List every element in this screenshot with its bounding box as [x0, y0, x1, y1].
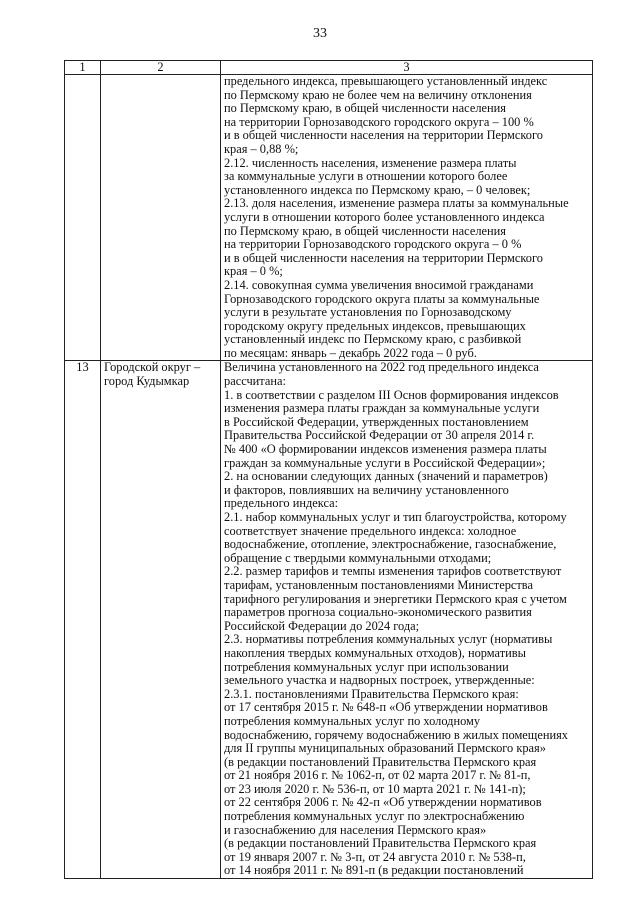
description-line: соответствует значение предельного индекса: холодное — [224, 524, 517, 538]
description-line: края – 0,88 %; — [224, 142, 299, 156]
description-line: 2.13. доля населения, изменение размера платы за коммунальные — [224, 197, 569, 211]
description-line: Величина установленного на 2022 год предельного индекса — [224, 361, 539, 375]
description-line: услуги в результате установления по Горнозаводскому — [224, 306, 512, 320]
description-line: от 22 сентября 2006 г. № 42-п «Об утверждении нормативов — [224, 796, 542, 810]
description-line: 2.2. размер тарифов и темпы изменения тарифов соответствуют — [224, 565, 562, 579]
municipality-name-cell — [101, 75, 221, 361]
description-line: и факторов, повлиявших на величину установленного — [224, 483, 509, 497]
table-row — [65, 361, 593, 879]
description-line: Горнозаводского городского округа платы за коммунальные — [224, 292, 540, 306]
description-line: тарифного регулирования и энергетики Пермского края с учетом — [224, 592, 567, 606]
description-line: 2.12. численность населения, изменение размера платы — [224, 156, 517, 170]
description-line: обращение с твердыми коммунальными отходами; — [224, 551, 492, 565]
description-line: накопления твердых коммунальных отходов), нормативы — [224, 646, 526, 660]
description-line: по месяцам: январь – декабрь 2022 года – 0 руб. — [224, 346, 477, 360]
description-line: за коммунальные услуги в отношении которого более — [224, 170, 508, 184]
description-line: и газоснабжению для населения Пермского края» — [224, 823, 487, 837]
municipality-name-cell — [101, 361, 221, 879]
description-line: от 19 января 2007 г. № 3-п, от 24 августа 2010 г. № 538-п, — [224, 850, 526, 864]
description-line: и в общей численности населения на территории Пермского — [224, 251, 543, 265]
description-line: края – 0 %; — [224, 265, 283, 279]
description-line: и в общей численности населения на территории Пермского — [224, 129, 543, 143]
description-line: потребления коммунальных услуг по электроснабжению — [224, 810, 525, 824]
description-line: на территории Горнозаводского городского округа – 100 % — [224, 115, 534, 129]
description-line: рассчитана: — [224, 375, 286, 389]
column-header-3: 3 — [221, 61, 593, 75]
description-line: водоснабжению, горячему водоснабжению в жилых помещениях — [224, 728, 568, 742]
description-line: граждан за коммунальные услуги в Российской Федерации»; — [224, 456, 546, 470]
document-table — [64, 60, 593, 879]
description-line: 2.3. нормативы потребления коммунальных услуг (нормативы — [224, 633, 553, 647]
description-line: (в редакции постановлений Правительства Пермского края — [224, 837, 537, 851]
description-line: Правительства Российской Федерации от 30 апреля 2014 г. — [224, 429, 535, 443]
description-line: от 21 ноября 2016 г. № 1062-п, от 02 марта 2017 г. № 81-п, — [224, 769, 531, 783]
description-line: изменения размера платы граждан за коммунальные услуги — [224, 402, 540, 416]
description-line: 1. в соответствии с разделом III Основ формирования индексов — [224, 388, 559, 402]
row-number-cell: 13 — [65, 361, 101, 879]
description-line: потребления коммунальных услуг при использовании — [224, 660, 509, 674]
description-line: установленного индекса по Пермскому краю, – 0 человек; — [224, 183, 531, 197]
description-line: услуги в отношении которого более установленного индекса — [224, 210, 545, 224]
description-line: по Пермскому краю, в общей численности населения — [224, 102, 506, 116]
page-number: 33 — [313, 26, 327, 41]
description-line: 2.14. совокупная сумма увеличения вносимой гражданами — [224, 278, 534, 292]
description-line: земельного участка и надворных построек, утвержденные: — [224, 674, 535, 688]
column-header-1: 1 — [65, 61, 101, 75]
description-line: в Российской Федерации, утвержденных постановлением — [224, 415, 529, 429]
description-line: на территории Горнозаводского городского округа – 0 % — [224, 238, 522, 252]
description-line: установленный индекс по Пермскому краю, с разбивкой — [224, 333, 522, 347]
row-number-cell — [65, 75, 101, 361]
description-line: 2. на основании следующих данных (значений и параметров) — [224, 470, 548, 484]
description-cell — [221, 361, 593, 879]
description-line: 2.3.1. постановлениями Правительства Пермского края: — [224, 687, 519, 701]
column-header-2: 2 — [101, 61, 221, 75]
description-line: тарифам, установленным постановлениями Министерства — [224, 578, 533, 592]
description-line: по Пермскому краю не более чем на величину отклонения — [224, 88, 532, 102]
table-header-row — [65, 61, 593, 75]
description-line: потребления коммунальных услуг по холодному — [224, 714, 481, 728]
description-line: Российской Федерации до 2024 года; — [224, 619, 420, 633]
description-cell — [221, 75, 593, 361]
description-line: от 17 сентября 2015 г. № 648-п «Об утверждении нормативов — [224, 701, 548, 715]
description-line: 2.1. набор коммунальных услуг и тип благоустройства, которому — [224, 511, 567, 524]
municipality-name-line: город Кудымкар — [104, 375, 190, 389]
table-row — [65, 75, 593, 361]
description-line: для II группы муниципальных образований Пермского края» — [224, 742, 546, 756]
description-line: № 400 «О формировании индексов изменения размера платы — [224, 443, 547, 457]
description-line: предельного индекса: — [224, 497, 339, 511]
description-line: водоснабжение, отопление, электроснабжение, газоснабжение, — [224, 538, 557, 552]
description-line: (в редакции постановлений Правительства Пермского края — [224, 755, 537, 769]
description-line: от 23 июля 2020 г. № 536-п, от 10 марта 2021 г. № 141-п); — [224, 782, 526, 796]
municipality-name-line: Городской округ – — [104, 361, 201, 375]
description-line: от 14 ноября 2011 г. № 891-п (в редакции постановлений — [224, 864, 524, 878]
description-line: параметров прогноза социально-экономического развития — [224, 606, 532, 620]
description-line: предельного индекса, превышающего установленный индекс — [224, 75, 548, 88]
description-line: по Пермскому краю, в общей численности населения — [224, 224, 506, 238]
description-line: городскому округу предельных индексов, превышающих — [224, 319, 526, 333]
